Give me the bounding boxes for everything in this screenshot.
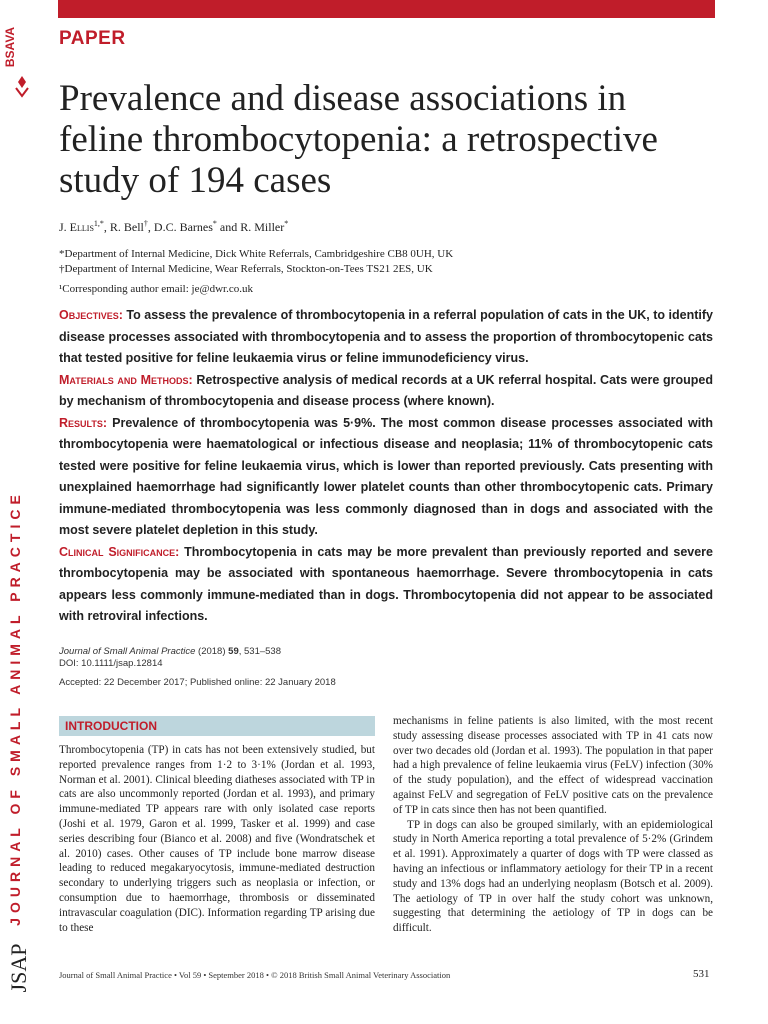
significance-text: Thrombocytopenia in cats may be more prevalent than previously reported and severe thrombocytopenia may be associated with spontaneous haemorrhage. Severe thrombocytopenia in cats appears less commonly immune-mediated than in dogs. Thrombocytopenia did not appear to be associated with retroviral infections. bbox=[59, 544, 713, 623]
methods-text: Retrospective analysis of medical records at a UK referral hospital. Cats were grouped by mechanism of thrombocytopenia and disease process (where known). bbox=[59, 372, 713, 408]
corresponding-author: ¹Corresponding author email: je@dwr.co.uk bbox=[59, 283, 253, 295]
author-list bbox=[59, 219, 288, 235]
abstract bbox=[59, 305, 713, 628]
intro-heading: INTRODUCTION bbox=[65, 719, 157, 733]
page-footer: Journal of Small Animal Practice • Vol 59 • September 2018 • © 2018 British Small Animal Veterinary Association bbox=[59, 970, 451, 980]
author-name: R. Bell bbox=[109, 220, 144, 234]
citation-line bbox=[59, 646, 281, 657]
author-separator: and bbox=[216, 220, 241, 234]
publication-dates: Accepted: 22 December 2017; Published online: 22 January 2018 bbox=[59, 677, 336, 688]
author-name: D.C. Barnes bbox=[153, 220, 213, 234]
author-name: R. Miller bbox=[240, 220, 285, 234]
title-line-2: feline thrombocytopenia: a retrospective bbox=[59, 119, 658, 160]
intro-paragraph-3: TP in dogs can also be grouped similarly, with an epidemiological study in North America reporting a total prevalence of 5·2% (Grindem et al. 1991). Approximately a quarter of dogs with TP were classed as having an infectious or inflammatory aetiology for their TP in a recent study and 13% dogs had an underlying neoplasm (Botsch et al. 2009). The aetiology of TP in over half the study cohort was unknown, suggesting that determining the aetiology of TP in dogs can be difficult. bbox=[393, 818, 713, 935]
author-marker: * bbox=[212, 219, 217, 228]
affiliation-2: †Department of Internal Medicine, Wear Referrals, Stockton-on-Tees TS21 2ES, UK bbox=[59, 263, 433, 275]
author-name: J. Ellis bbox=[59, 220, 94, 234]
journal-abbreviation: JSAP bbox=[6, 943, 31, 993]
abstract-significance bbox=[59, 542, 713, 628]
top-accent-bar bbox=[58, 0, 715, 18]
abstract-methods bbox=[59, 370, 713, 413]
intro-paragraph-2: mechanisms in feline patients is also limited, with the most recent study assessing disease processes associated with TP in 41 cats now over two decades old (Jordan et al. 1993). The population in that paper had a high prevalence of feline leukaemia virus (FeLV) infection (30% of the study population), and the effect of widespread vaccination against FeLV and segregation of FeLV positive cats on the prevalence of TP in cats since then has not been quantified. bbox=[393, 715, 713, 816]
author-separator: , bbox=[147, 220, 154, 234]
objectives-heading: Objectives: bbox=[59, 308, 123, 322]
methods-heading: Materials and Methods: bbox=[59, 372, 193, 387]
author-separator: , bbox=[103, 220, 110, 234]
abstract-objectives bbox=[59, 305, 713, 370]
significance-heading: Clinical Significance: bbox=[59, 544, 180, 559]
article-type-label: PAPER bbox=[59, 28, 126, 49]
article-title bbox=[59, 78, 719, 201]
side-strip bbox=[0, 0, 40, 1024]
author-marker: † bbox=[143, 219, 148, 228]
intro-left-column bbox=[59, 743, 375, 935]
author-marker: 1,* bbox=[93, 219, 104, 228]
citation-pages: , 531–538 bbox=[238, 646, 281, 657]
abstract-results bbox=[59, 413, 713, 542]
author-marker: * bbox=[284, 219, 289, 228]
results-text: Prevalence of thrombocytopenia was 5·9%. The most common disease processes associated with thrombocytopenia were haematological or infectious disease and neoplasia; 11% of thrombocytopenic cats tested were positive for feline leukaemia virus, which is lower than reported previously. Cats presenting with unexplained haemorrhage had significantly lower platelet counts than other thrombocytopenic cats. Primary immune-mediated thrombocytopenia was less commonly diagnosed than in dogs and associated with the most severe platelet depletion in this study. bbox=[59, 415, 713, 537]
intro-right-column bbox=[393, 714, 713, 936]
title-line-3: study of 194 cases bbox=[59, 160, 332, 201]
citation-journal: Journal of Small Animal Practice bbox=[59, 646, 196, 657]
citation-year: (2018) bbox=[195, 646, 229, 657]
page-number: 531 bbox=[693, 968, 710, 980]
results-heading: Results: bbox=[59, 415, 108, 430]
journal-name-vertical: JOURNAL OF SMALL ANIMAL PRACTICE bbox=[7, 490, 23, 926]
intro-paragraph-1: Thrombocytopenia (TP) in cats has not been extensively studied, but reported prevalence ranges from 1·2 to 3·1% (Jordan et al. 1993, Norman et al. 2001). Clinical bleeding diatheses associated with TP in cats are also uncommonly reported (Jordan et al. 1993), and primary immune-mediated TP appears rare with only isolated case reports (Joshi et al. 1979, Garon et al. 1999, Tasker et al. 1999) and case series describing four (Bianco et al. 2008) and five (Wondratschek et al. 2010) cases. Other causes of TP include bone marrow disease leading to reduced megakaryocytosis, immune-mediated destruction secondary to underlying triggers such as neoplasia or infection, or consumption due to haemorrhage, thrombosis or disseminated intravascular coagulation (DIC). Information regarding TP arising due to these bbox=[59, 744, 375, 934]
bsava-emblem-icon bbox=[12, 74, 32, 98]
title-line-1: Prevalence and disease associations in bbox=[59, 78, 627, 119]
bsava-wordmark: BSAVA bbox=[3, 26, 17, 68]
bsava-logo bbox=[3, 10, 30, 100]
intro-heading-bar bbox=[59, 716, 375, 736]
affiliation-1: *Department of Internal Medicine, Dick White Referrals, Cambridgeshire CB8 0UH, UK bbox=[59, 248, 454, 260]
doi-link[interactable]: DOI: 10.1111/jsap.12814 bbox=[59, 658, 163, 669]
objectives-text: To assess the prevalence of thrombocytopenia in a referral population of cats in the UK, to identify disease processes associated with thrombocytopenia and to assess the proportion of thrombocytopenic cats that tested positive for feline leukaemia virus or feline immunodeficiency virus. bbox=[59, 308, 713, 365]
citation-volume: 59 bbox=[228, 646, 239, 657]
